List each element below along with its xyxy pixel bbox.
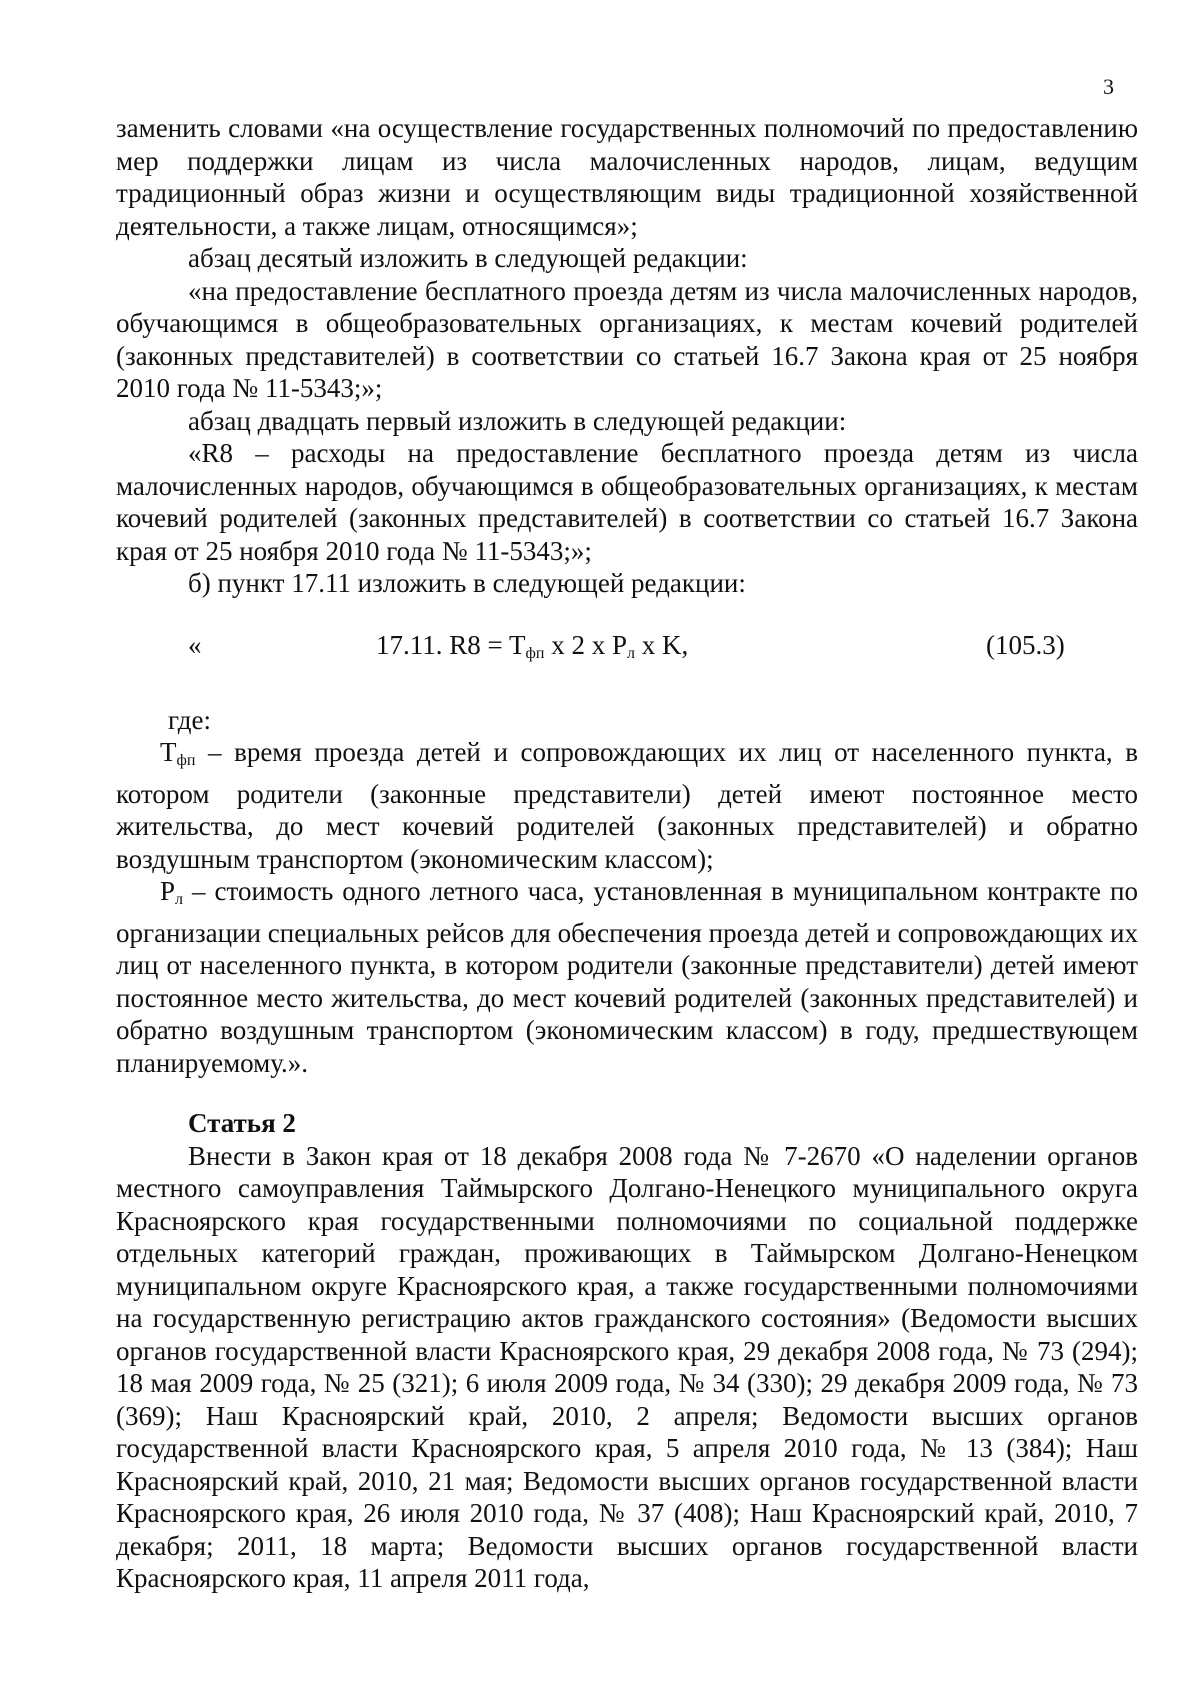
formula-expression — [376, 630, 688, 663]
document-body — [116, 112, 1138, 1595]
definition-sub-fp: фп — [176, 752, 196, 769]
paragraph-abzac-21-text: «R8 – расходы на предоставление бесплатного проезда детям из числа малочисленных народов, обучающимся в общеобразовательных организациях, к местам кочевий родителей (законных представителей) в соответствии со статьей 16.7 Закона края от 25 ноября 2010 года № 11-5343;»; — [116, 438, 1138, 566]
formula-105-3 — [116, 630, 1138, 678]
formula-number: (105.3) — [986, 629, 1065, 660]
definition-symbol-p: P — [160, 876, 176, 906]
paragraph-abzac-21-intro: абзац двадцать первый изложить в следующей редакции: — [188, 405, 847, 436]
paragraph-punkt-17-11-intro: б) пункт 17.11 изложить в следующей редакции: — [188, 568, 746, 598]
formula-prefix: 17.11. R8 = T — [376, 629, 526, 660]
where-label: где: — [168, 704, 211, 735]
definition-text-t-fp: – время проезда детей и сопровождающих их лиц от населенного пункта, в котором родители (законные представители) детей имеют постоянное место жительства, до мест кочевий родителей (законных представителей) и обратно воздушным транспортом (экономическим классом); — [116, 737, 1138, 874]
definition-p-l — [116, 875, 1138, 1079]
formula-sub-fp: фп — [525, 644, 545, 662]
formula-mid: x 2 x P — [544, 629, 627, 660]
formula-suffix: x K, — [634, 629, 689, 660]
paragraph-replace-words: заменить словами «на осуществление государственных полномочий по предоставлению мер поддержки лицам из числа малочисленных народов, лицам, ведущим традиционный образ жизни и осуществляющим виды традиционной хозяйственной деятельности, а также лицам, относящимся»; — [116, 113, 1138, 241]
formula-open-quote: « — [188, 629, 202, 660]
definition-sub-l: л — [175, 891, 184, 908]
page-number: 3 — [1103, 74, 1114, 99]
paragraph-abzac-10-text: «на предоставление бесплатного проезда детям из числа малочисленных народов, обучающимся в общеобразовательных организациях, к местам кочевий родителей (законных представителей) в соответствии со статьей 16.7 Закона края от 25 ноября 2010 года № 11-5343;»; — [116, 275, 1138, 403]
article-heading: Статья 2 — [188, 1108, 296, 1138]
definition-text-p-l: – стоимость одного летного часа, установленная в муниципальном контракте по организации специальных рейсов для обеспечения проезда детей и сопровождающих их лиц от населенного пункта, в котором родители (законные представители) детей имеют постоянное место жительства, до мест кочевий родителей (законных представителей) и обратно воздушным транспортом (экономическим классом) в году, предшествующем планируемому.». — [116, 876, 1138, 1078]
definition-symbol-t: T — [160, 737, 177, 767]
article-2-text: Внести в Закон края от 18 декабря 2008 года № 7-2670 «О наделении органов местного самоуправления Таймырского Долгано-Ненецкого муниципального округа Красноярского края государственными полномочиями по социальной поддержке отдельных категорий граждан, проживающих в Таймырском Долгано-Ненецком муниципальном округе Красноярского края, а также государственными полномочиями на государственную регистрацию актов гражданского состояния» (Ведомости высших органов государственной власти Красноярского края, 29 декабря 2008 года, № 73 (294); 18 мая 2009 года, № 25 (321); 6 июля 2009 года, № 34 (330); 29 декабря 2009 года, № 73 (369); Наш Красноярский край, 2010, 2 апреля; Ведомости высших органов государственной власти Красноярского края, 5 апреля 2010 года, № 13 (384); Наш Красноярский край, 2010, 21 мая; Ведомости высших органов государственной власти Красноярского края, 26 июля 2010 года, № 37 (408); Наш Красноярский край, 2010, 7 декабря; 2011, 18 марта; Ведомости высших органов государственной власти Красноярского края, 11 апреля 2011 года, — [116, 1140, 1138, 1593]
paragraph-abzac-10-intro: абзац десятый изложить в следующей редакции: — [188, 243, 748, 273]
formula-sub-l: л — [626, 644, 635, 662]
definition-t-fp — [116, 736, 1138, 875]
